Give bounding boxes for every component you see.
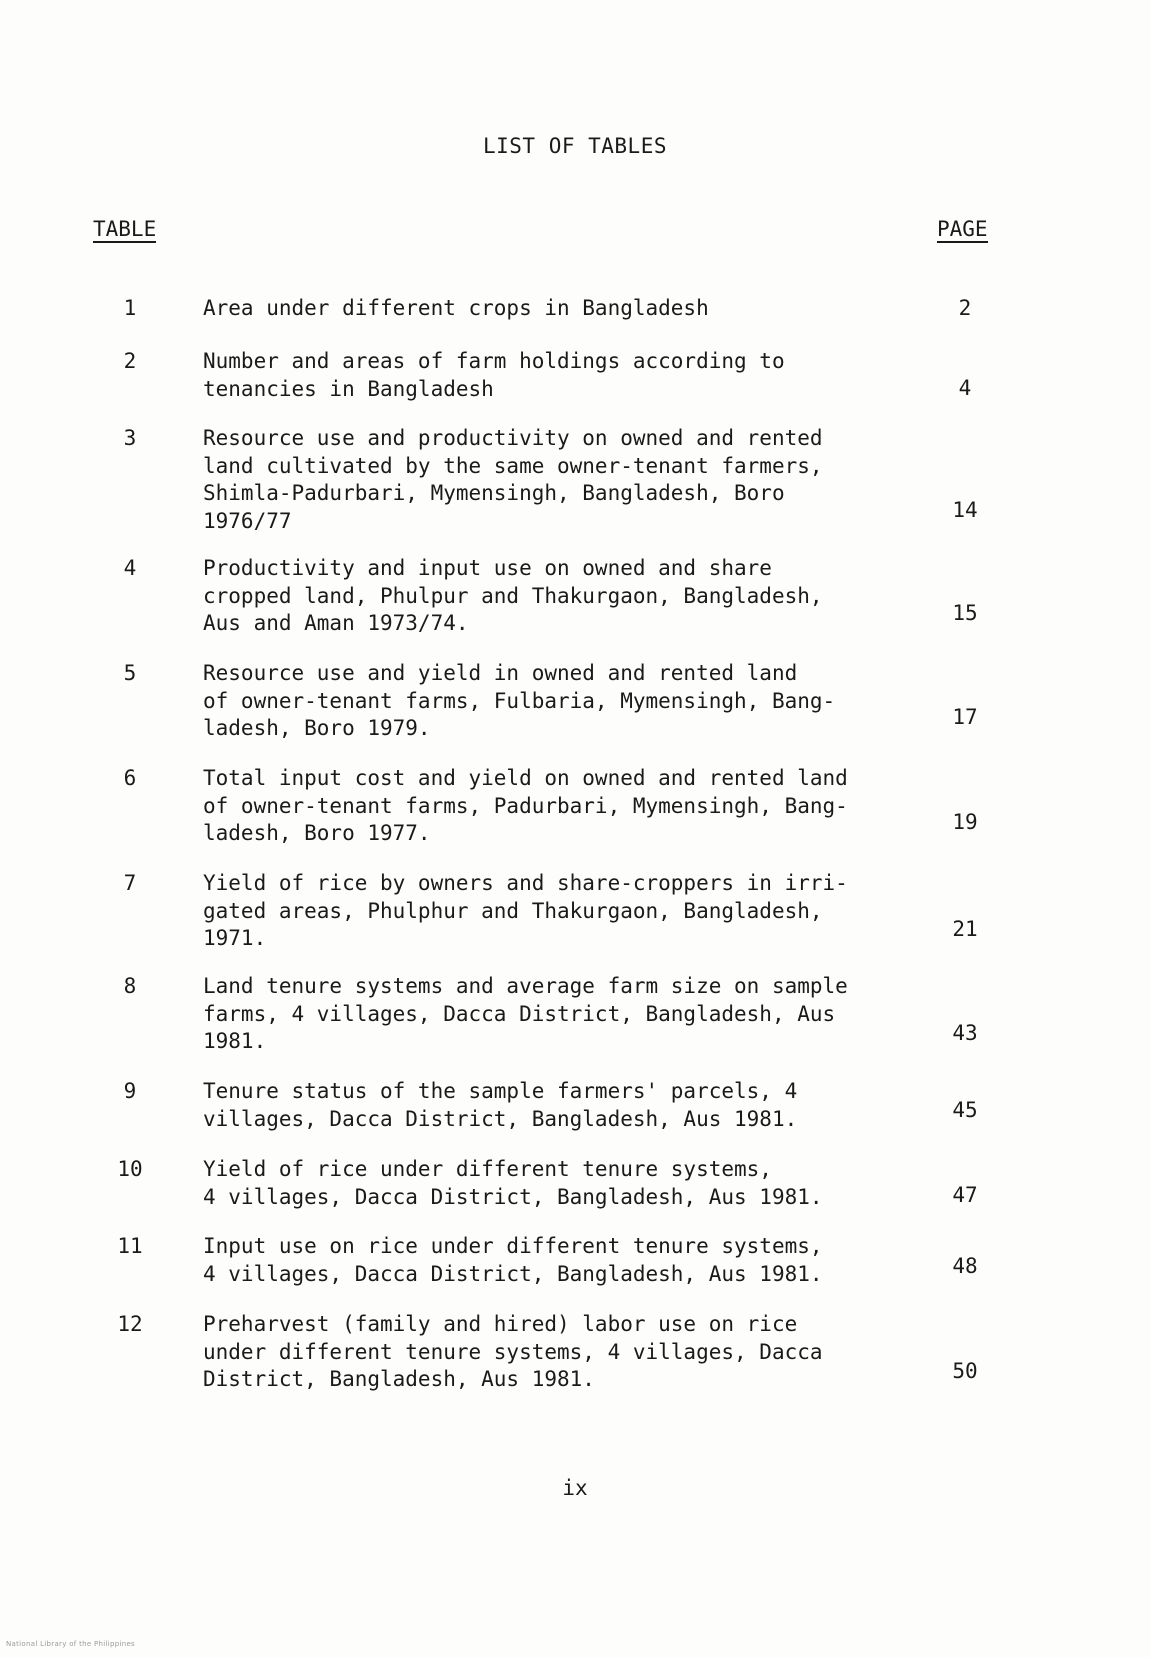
description-line: Preharvest (family and hired) labor use on rice [203,1312,798,1336]
description-line: tenancies in Bangladesh [203,376,494,401]
table-description [203,765,923,848]
description-line: 1981. [203,1029,267,1053]
page-reference: 50 [952,1359,978,1383]
description-line: ladesh, Boro 1977. [203,821,431,845]
page-reference: 14 [952,498,978,522]
description-line: cropped land, Phulpur and Thakurgaon, Bangladesh, [203,583,823,608]
table-number: 1 [123,296,137,320]
description-line: Tenure status of the sample farmers' parcels, 4 [203,1079,798,1103]
description-line: Yield of rice by owners and share-croppers in irri- [203,871,848,895]
description-line: District, Bangladesh, Aus 1981. [203,1367,595,1391]
table-description [203,425,923,535]
footer-note: National Library of the Philippines [6,1640,135,1648]
table-description [203,1078,923,1133]
description-line: farms, 4 villages, Dacca District, Bangladesh, Aus [203,1001,836,1026]
description-line: 1971. [203,926,267,950]
description-line: land cultivated by the same owner-tenant farmers, [203,453,823,478]
table-number: 4 [123,556,137,580]
page-reference: 17 [952,705,978,729]
table-number: 6 [123,766,137,790]
description-line: villages, Dacca District, Bangladesh, Aus 1981. [203,1106,798,1131]
table-description [203,660,923,743]
table-number: 11 [117,1234,143,1258]
page-reference: 2 [958,296,972,320]
description-line: gated areas, Phulphur and Thakurgaon, Bangladesh, [203,898,823,923]
table-number: 5 [123,661,137,685]
description-line: ladesh, Boro 1979. [203,716,431,740]
description-line: Number and areas of farm holdings according to [203,349,785,373]
table-description [203,1156,923,1211]
description-line: of owner-tenant farms, Padurbari, Mymensingh, Bang- [203,793,848,818]
description-line: Yield of rice under different tenure systems, [203,1157,772,1181]
description-line: Area under different crops in Bangladesh [203,296,709,320]
table-number: 12 [117,1312,143,1336]
page-title: LIST OF TABLES [482,134,667,158]
description-line: 1976/77 [203,508,292,533]
page-reference: 19 [952,810,978,834]
page-reference: 15 [952,601,978,625]
table-description [203,348,923,403]
page-reference: 21 [952,917,978,941]
table-description [203,555,923,638]
table-description [203,295,923,323]
table-column-heading: TABLE [93,217,157,241]
description-line: Shimla-Padurbari, Mymensingh, Bangladesh, Boro [203,481,785,505]
description-line: Resource use and productivity on owned and rented [203,426,823,450]
table-number: 10 [117,1157,143,1181]
page-number-footer: ix [562,1476,588,1500]
description-line: Total input cost and yield on owned and rented land [203,766,848,790]
table-description [203,1233,923,1288]
page-reference: 47 [952,1183,978,1207]
description-line: Land tenure systems and average farm size on sample [203,974,848,998]
table-number: 7 [123,871,137,895]
description-line: of owner-tenant farms, Fulbaria, Mymensingh, Bang- [203,688,836,713]
table-description [203,1311,923,1394]
table-number: 9 [123,1079,137,1103]
description-line: Aus and Aman 1973/74. [203,611,469,635]
description-line: 4 villages, Dacca District, Bangladesh, Aus 1981. [203,1261,823,1286]
table-number: 8 [123,974,137,998]
table-number: 3 [123,426,137,450]
description-line: Productivity and input use on owned and share [203,556,772,580]
description-line: Input use on rice under different tenure systems, [203,1234,823,1258]
page-column-heading: PAGE [937,217,988,241]
page-reference: 48 [952,1254,978,1278]
table-number: 2 [123,349,137,373]
description-line: Resource use and yield in owned and rented land [203,661,798,685]
page-reference: 4 [958,376,972,400]
table-description [203,870,923,953]
description-line: under different tenure systems, 4 villages, Dacca [203,1339,823,1364]
table-description [203,973,923,1056]
page-reference: 45 [952,1098,978,1122]
description-line: 4 villages, Dacca District, Bangladesh, Aus 1981. [203,1184,823,1209]
page-reference: 43 [952,1021,978,1045]
